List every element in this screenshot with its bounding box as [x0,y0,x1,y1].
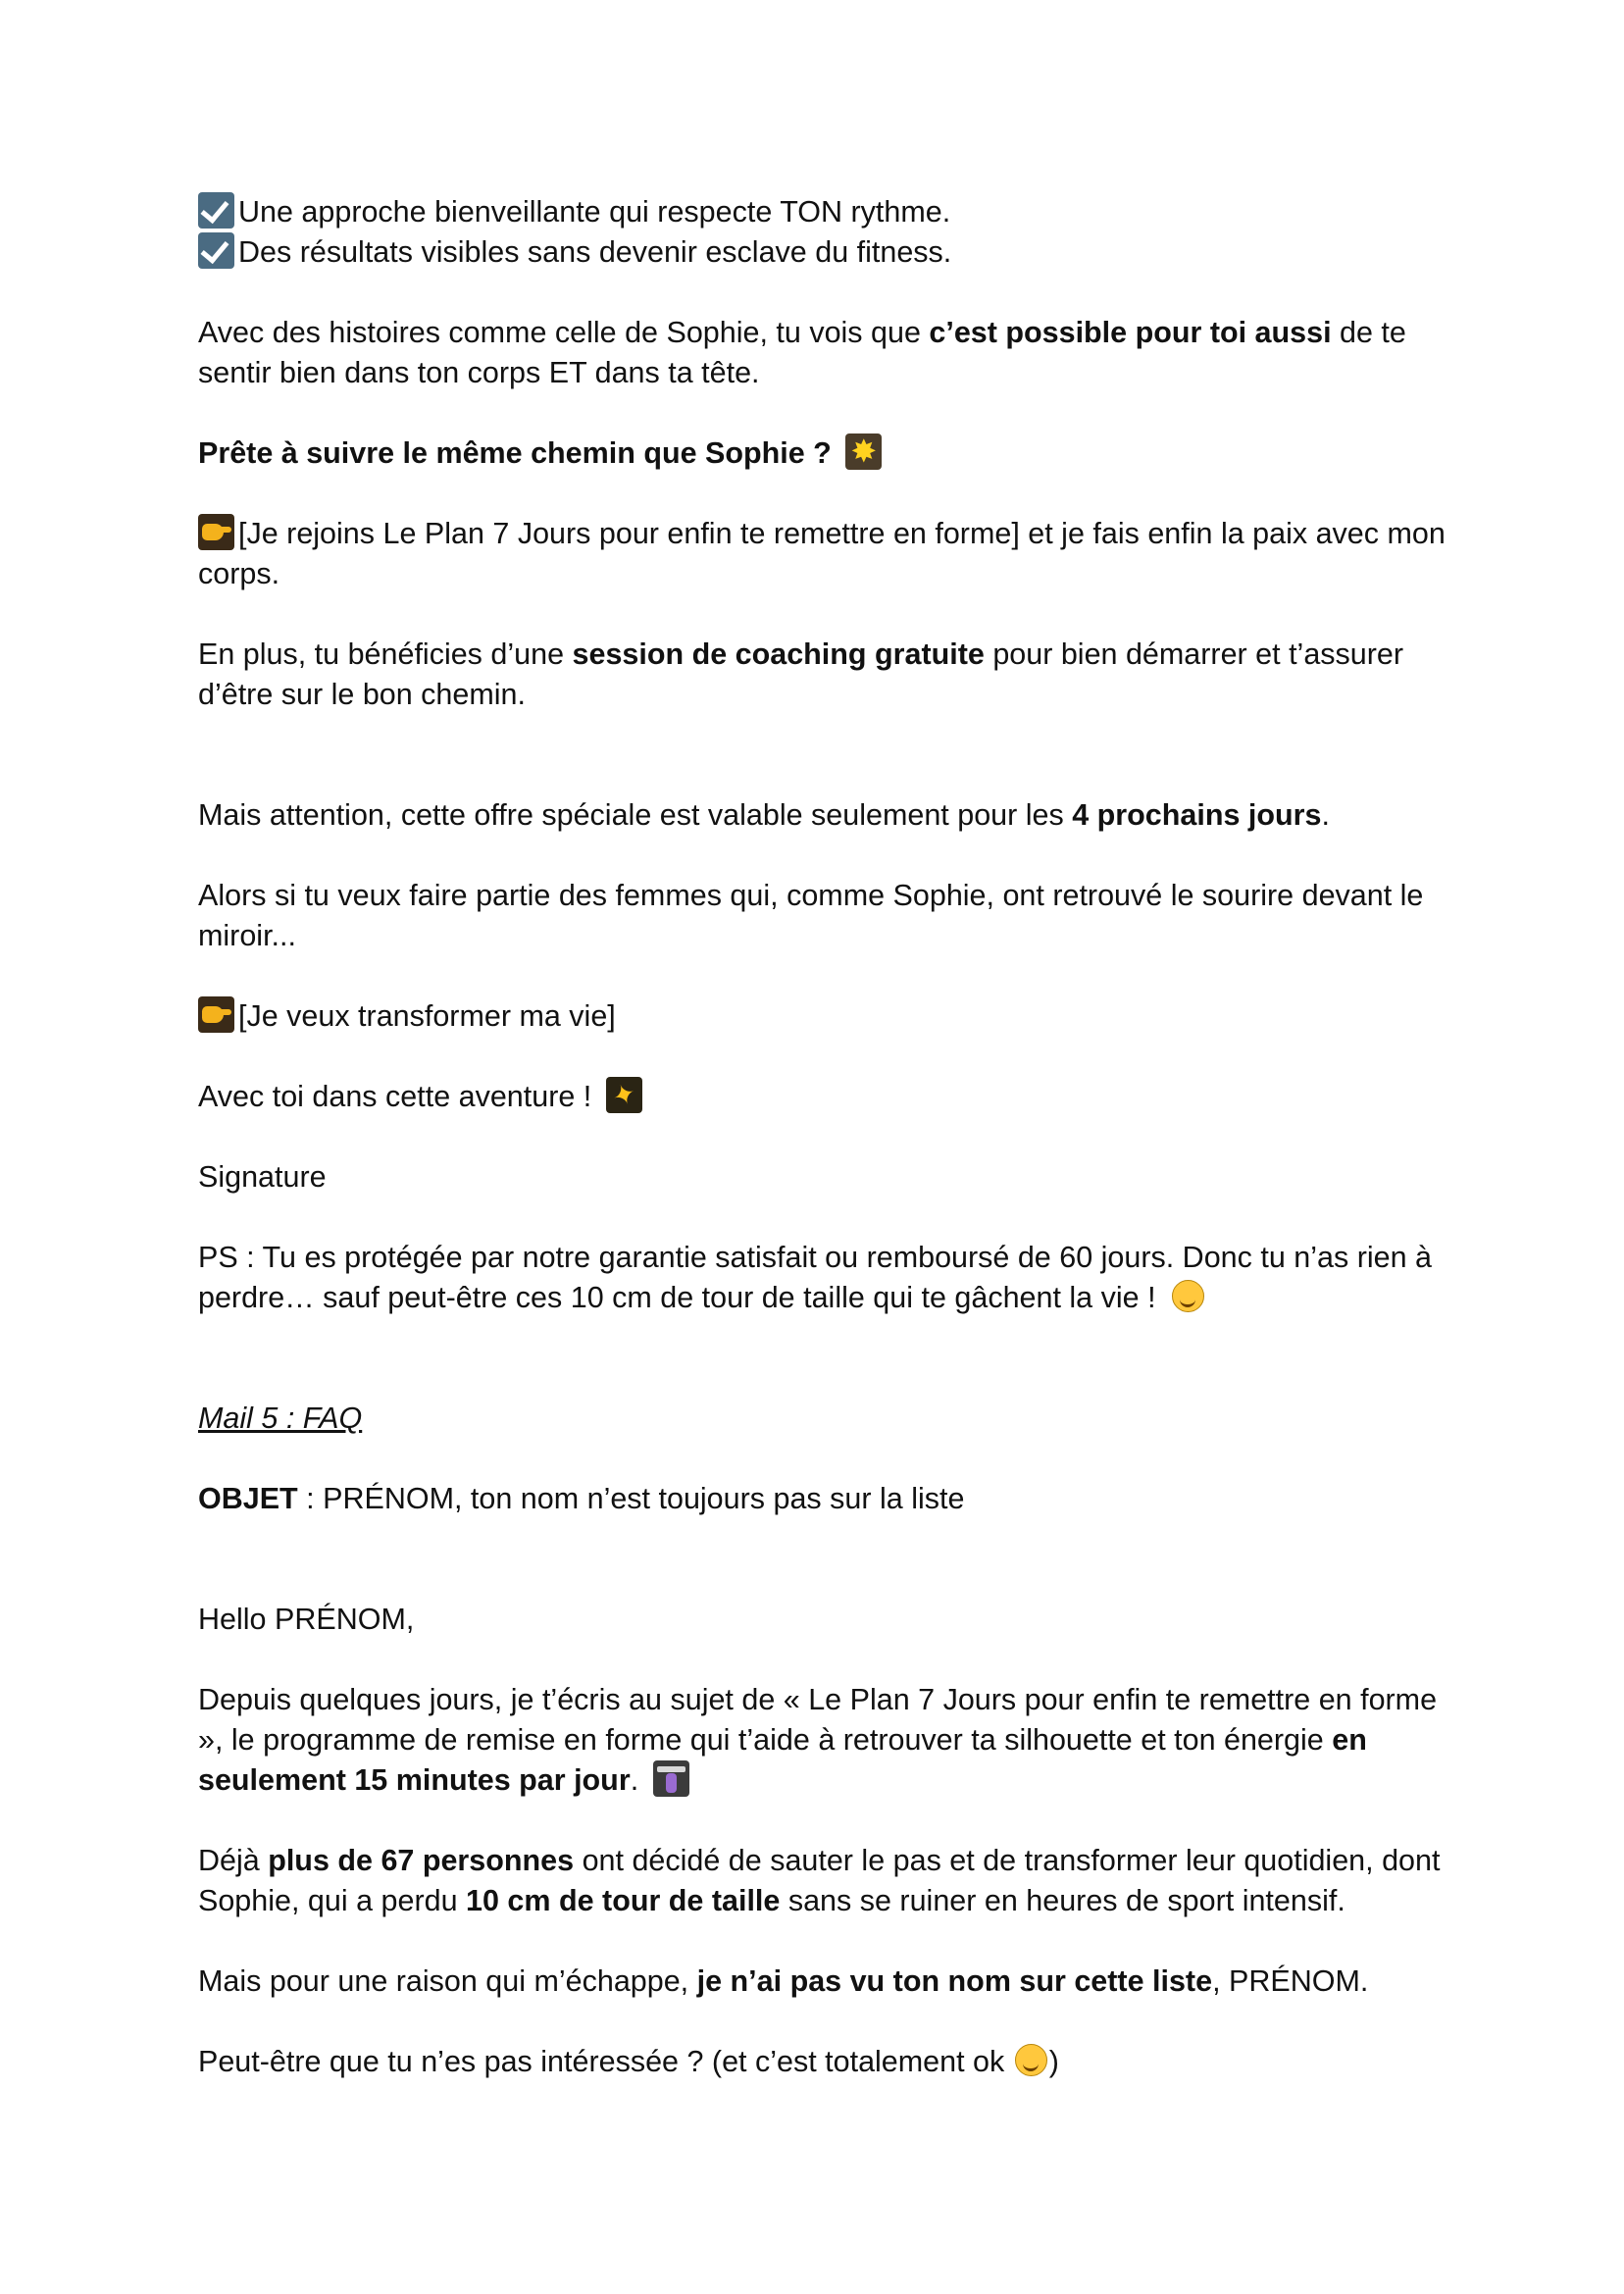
greeting: Hello PRÉNOM, [198,1603,415,1636]
check-mark-icon [198,192,234,229]
subject-line: OBJET : PRÉNOM, ton nom n’est toujours pas sur la liste [198,1482,965,1515]
check-mark-icon [198,232,234,269]
sophie-story-paragraph: Avec des histoires comme celle de Sophie, tu vois que c’est possible pour toi aussi de te sentir bien dans ton corps ET dans ta tête. [198,316,1406,389]
pointing-right-icon [198,996,234,1033]
pointing-right-icon [198,514,234,550]
winking-face-icon [1013,2042,1049,2078]
missing-name-paragraph: Mais pour une raison qui m’échappe, je n’ai pas vu ton nom sur cette liste, PRÉNOM. [198,1964,1369,1998]
glowing-star-icon [845,433,882,470]
social-proof-paragraph: Déjà plus de 67 personnes ont décidé de sauter le pas et de transformer leur quotidien, dont Sophie, qui a perdu 10 cm de tour de taille sans se ruiner en heures de sport intensif. [198,1844,1441,1917]
offer-deadline-paragraph: Mais attention, cette offre spéciale est valable seulement pour les 4 prochains jours. [198,798,1330,832]
dizzy-icon [606,1077,642,1113]
ps-paragraph: PS : Tu es protégée par notre garantie satisfait ou remboursé de 60 jours. Donc tu n’as rien à perdre… sauf peut-être ces 10 cm de tour de taille qui te gâchent la vie ! [198,1241,1432,1314]
benefit-line-2: Des résultats visibles sans devenir esclave du fitness. [198,232,1463,273]
intro-paragraph: Depuis quelques jours, je t’écris au sujet de « Le Plan 7 Jours pour enfin te remettre en forme », le programme de remise en forme qui t’aide à retrouver ta silhouette et ton énergie en seulement 15 minutes par jour. [198,1683,1438,1797]
mirror-paragraph: Alors si tu veux faire partie des femmes qui, comme Sophie, ont retrouvé le sourire devant le miroir... [198,879,1424,952]
winking-face-icon [1170,1278,1206,1314]
document-page [198,192,1463,2082]
coaching-paragraph: En plus, tu bénéficies d’une session de coaching gratuite pour bien démarrer et t’assurer d’être sur le bon chemin. [198,637,1404,711]
transform-cta: [Je veux transformer ma vie] [198,996,1463,1037]
join-cta-paragraph: [Je rejoins Le Plan 7 Jours pour enfin te remettre en forme] et je fais enfin la paix avec mon corps. [198,514,1463,594]
interest-question: Peut-être que tu n’es pas intéressée ? (et c’est totalement ok ) [198,2042,1463,2082]
mail-heading: Mail 5 : FAQ [198,1402,363,1435]
person-lifting-weights-icon [653,1760,689,1797]
benefit-line-1: Une approche bienveillante qui respecte TON rythme. [198,192,1463,232]
adventure-line: Avec toi dans cette aventure ! ✦ [198,1077,1463,1117]
ready-question: Prête à suivre le même chemin que Sophie ? ✸ [198,433,1463,474]
signature: Signature [198,1160,327,1194]
